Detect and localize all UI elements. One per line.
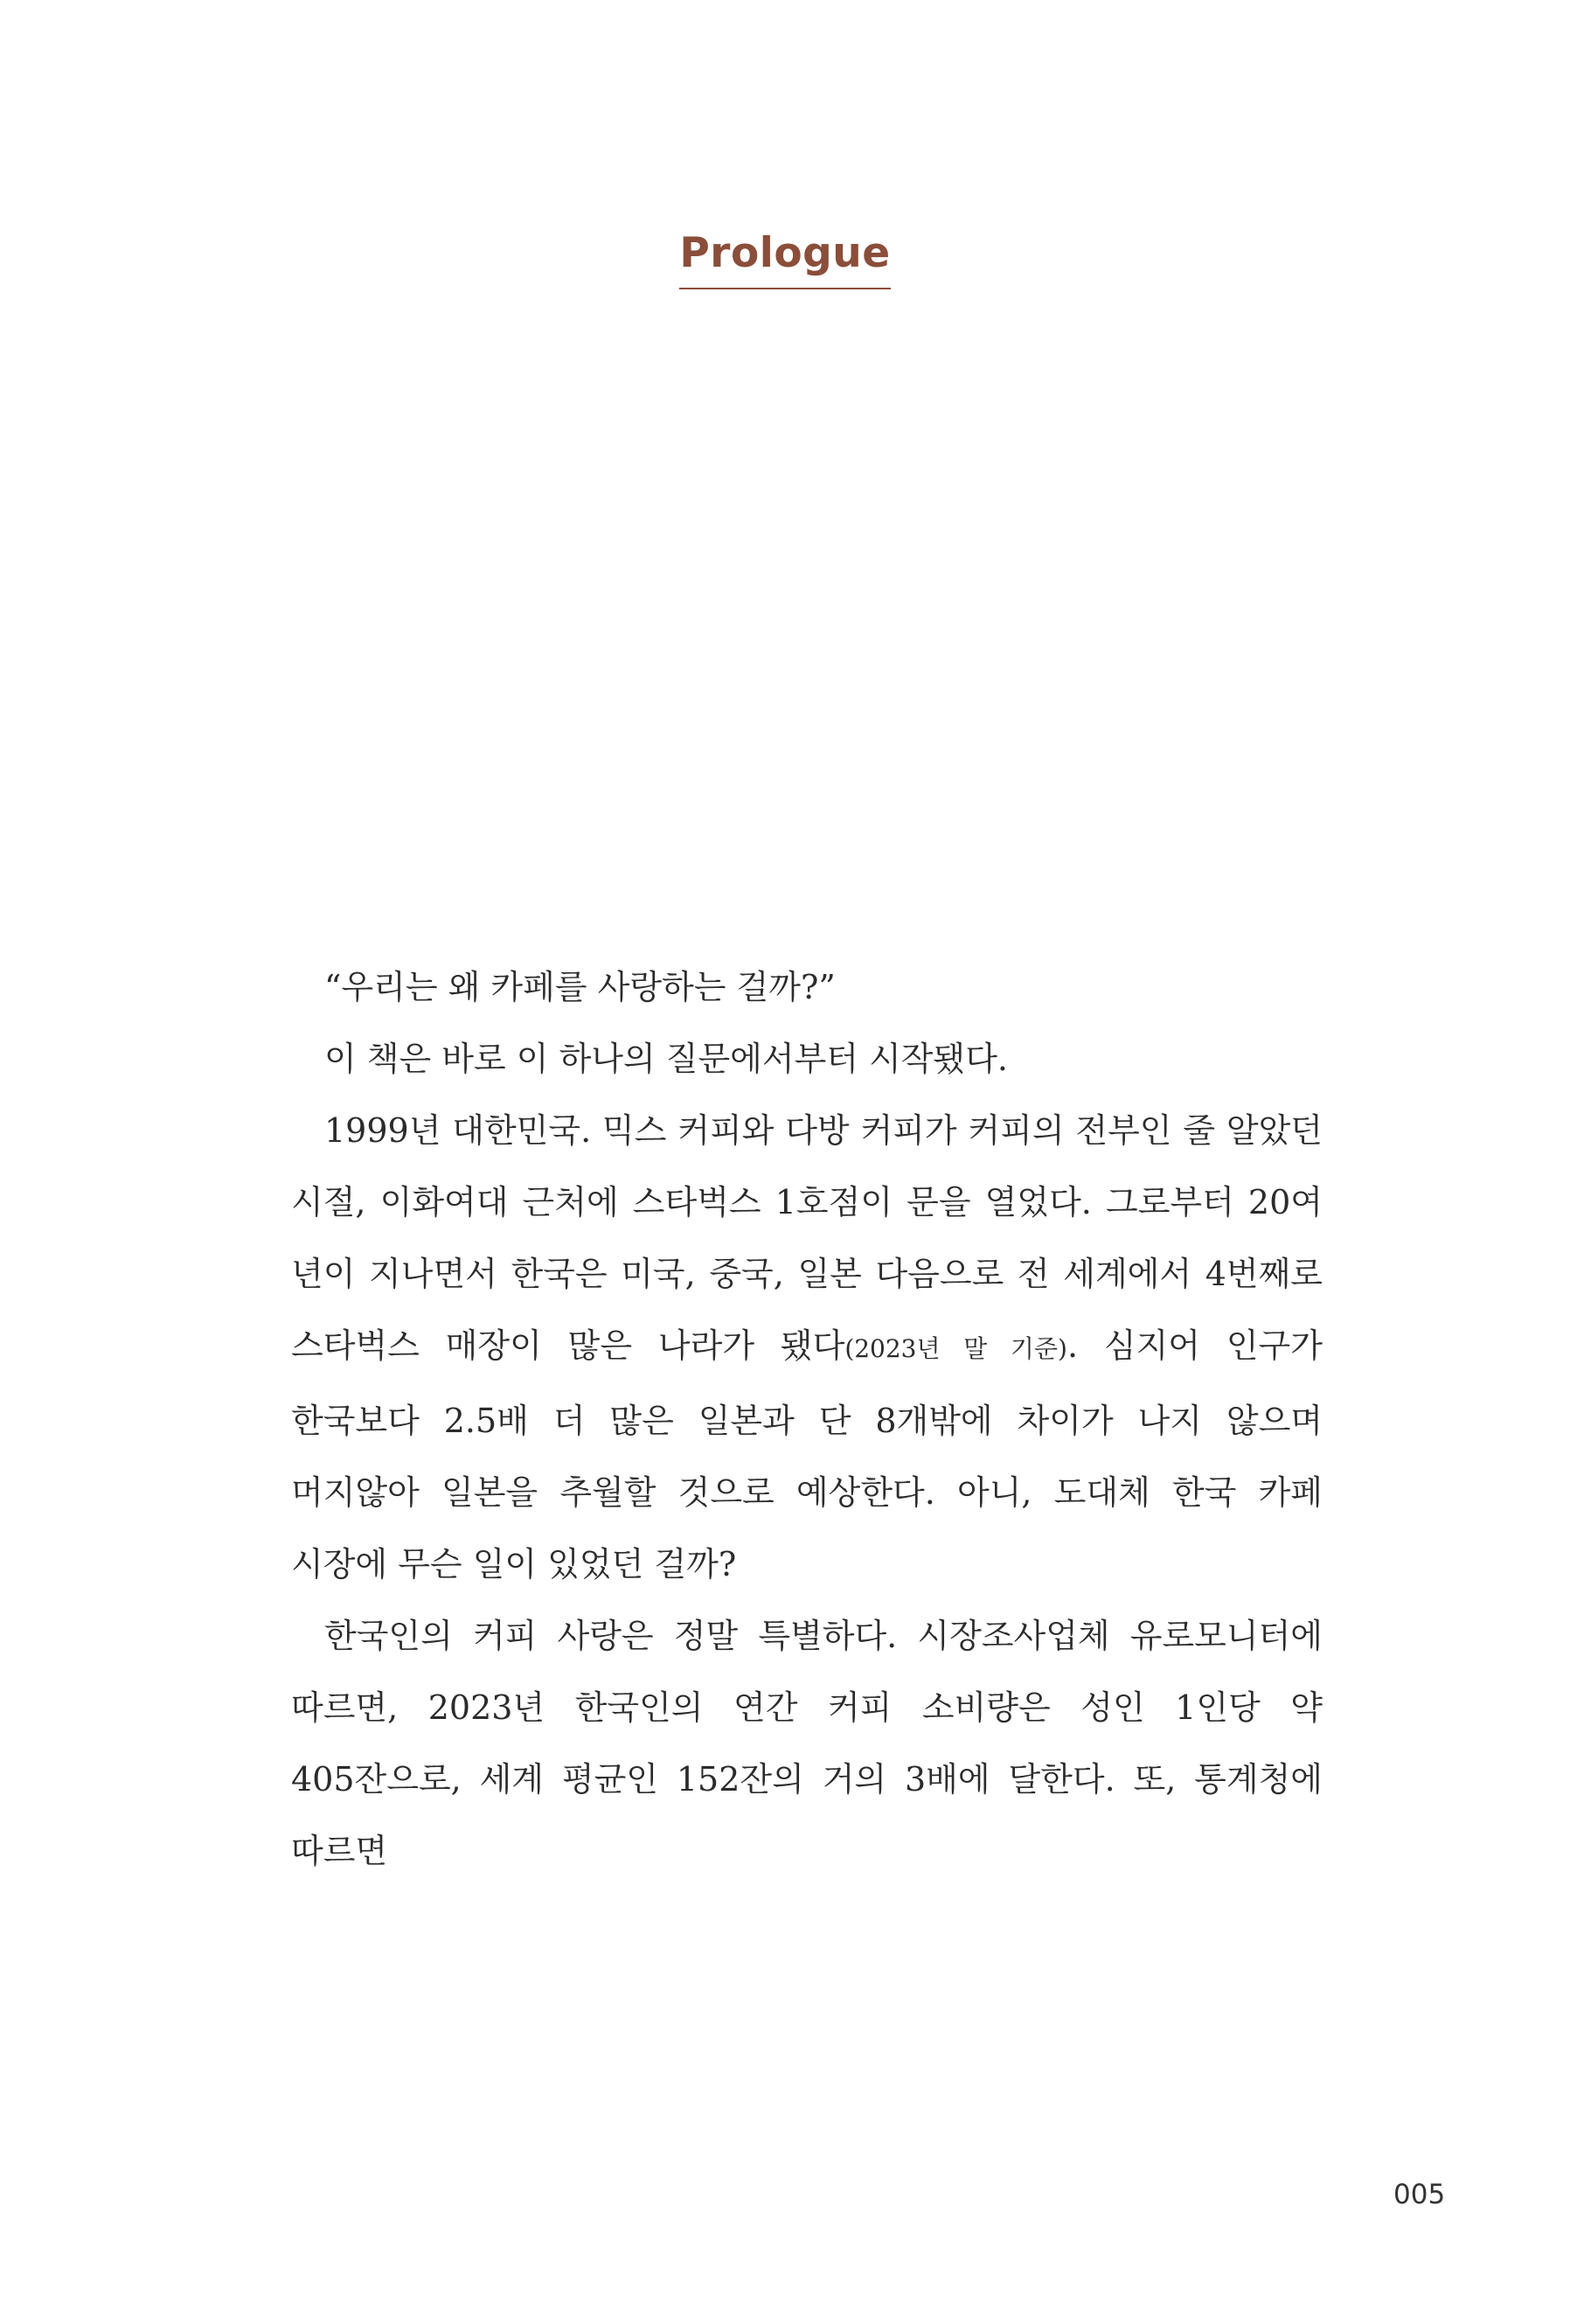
chapter-title: Prologue [679,229,890,289]
paragraph-history-text-before: 1999년 대한민국. 믹스 커피와 다방 커피가 커피의 전부인 줄 알았던 시절, 이화여대 근처에 스타벅스 1호점이 문을 열었다. 그로부터 20여 년이 지나면서 한국은 미국, 중국, 일본 다음으로 전 세계에서 4번째로 스타벅스 매장이 많은 나라가 됐다 [291,1111,1323,1365]
paragraph-history [291,1095,1323,1600]
paragraph-consumption: 한국인의 커피 사랑은 정말 특별하다. 시장조사업체 유로모니터에 따르면, 2023년 한국인의 연간 커피 소비량은 성인 1인당 약 405잔으로, 세계 평균인 152잔의 거의 3배에 달한다. 또, 통계청에 따르면 [291,1617,1323,1870]
page-number: 005 [1393,2179,1446,2210]
paragraph-intro: 이 책은 바로 이 하나의 질문에서부터 시작됐다. [324,1040,1009,1078]
paragraph-history-text-after: . 심지어 인구가 한국보다 2.5배 더 많은 일본과 단 8개밖에 차이가 나지 않으며 머지않아 일본을 추월할 것으로 예상한다. 아니, 도대체 한국 카페 시장에 무슨 일이 있었던 걸까? [291,1326,1323,1583]
chapter-heading [0,229,1570,289]
paragraph-quote: “우리는 왜 카페를 사랑하는 걸까?” [324,968,836,1006]
body-text [291,951,1323,1887]
paragraph-history-note: (2023년 말 기준) [844,1334,1067,1363]
